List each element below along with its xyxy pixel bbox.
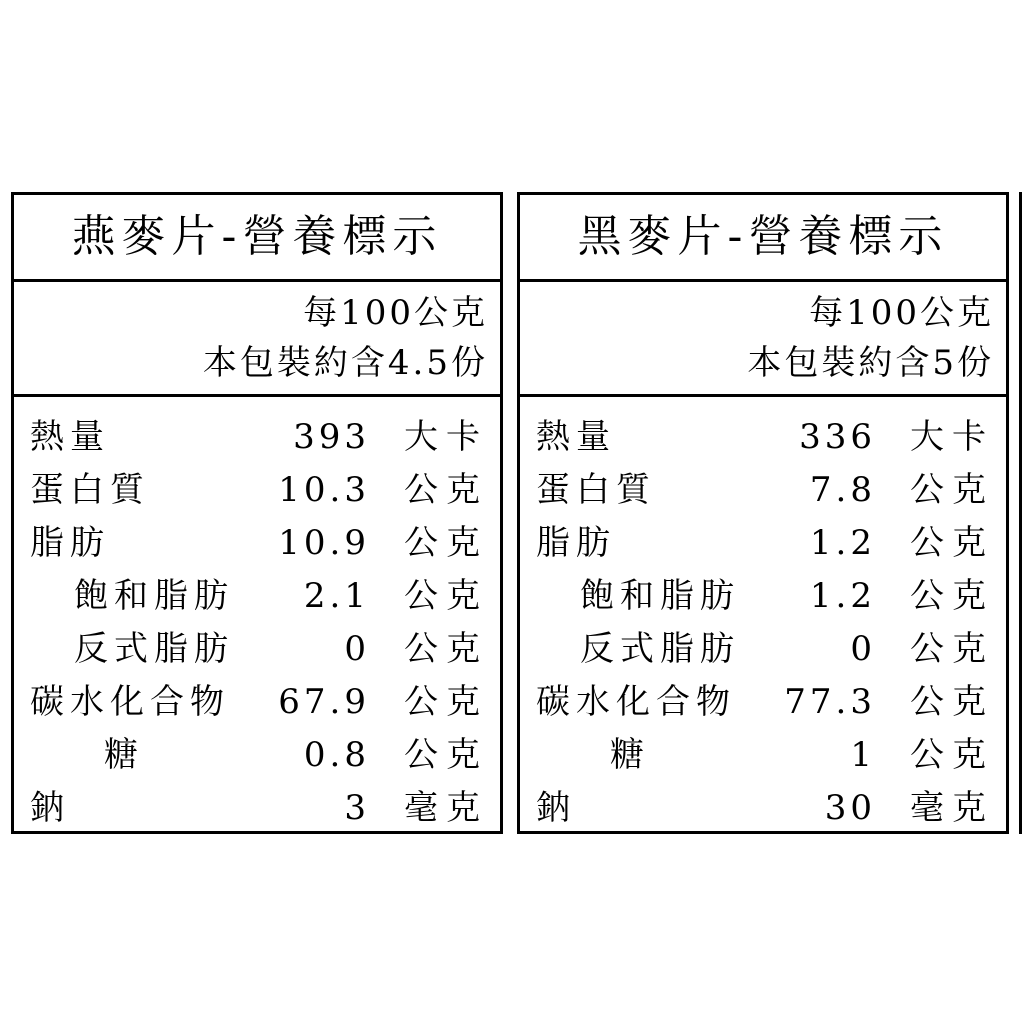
- serving-size: 每100公克: [809, 293, 994, 333]
- nutrient-row-fat: [520, 517, 1006, 570]
- nutrient-unit: 公克: [404, 470, 488, 510]
- nutrient-row-carbohydrate: [520, 676, 1006, 729]
- nutrient-value: 0: [344, 629, 370, 669]
- nutrient-value: 2.1: [303, 576, 370, 616]
- nutrient-unit: 公克: [404, 576, 488, 616]
- nutrient-name: 蛋白質: [536, 470, 656, 510]
- nutrient-row-calories: [14, 411, 500, 464]
- nutrient-row-protein: [520, 464, 1006, 517]
- nutrient-value: 1: [850, 735, 876, 775]
- nutrient-value: 10.9: [278, 523, 370, 563]
- nutrient-name: 鈉: [30, 788, 70, 828]
- nutrient-name: 碳水化合物: [30, 682, 230, 722]
- nutrient-name: 脂肪: [536, 523, 616, 563]
- nutrient-unit: 毫克: [910, 788, 994, 828]
- nutrient-name: 糖: [610, 735, 650, 775]
- nutrient-unit: 大卡: [910, 417, 994, 457]
- nutrient-unit: 公克: [404, 682, 488, 722]
- nutrient-name: 飽和脂肪: [74, 576, 234, 616]
- nutrient-value: 7.8: [809, 470, 876, 510]
- nutrient-value: 393: [293, 417, 370, 457]
- label-title-row: [520, 195, 1006, 282]
- nutrient-name: 脂肪: [30, 523, 110, 563]
- nutrient-unit: 大卡: [404, 417, 488, 457]
- servings-per-package: 本包裝約含5份: [747, 343, 994, 383]
- serving-info: [14, 282, 500, 397]
- label-title: 燕麥片-營養標示: [71, 211, 443, 262]
- nutrient-unit: 公克: [404, 735, 488, 775]
- nutrient-row-calories: [520, 411, 1006, 464]
- nutrient-unit: 公克: [404, 629, 488, 669]
- nutrient-value: 30: [824, 788, 876, 828]
- nutrient-unit: 毫克: [404, 788, 488, 828]
- nutrient-row-carbohydrate: [14, 676, 500, 729]
- nutrition-label-black: [517, 192, 1009, 834]
- nutrient-row-trans-fat: [520, 623, 1006, 676]
- servings-per-package: 本包裝約含4.5份: [202, 343, 488, 383]
- nutrient-unit: 公克: [404, 523, 488, 563]
- label-border-edge: [1019, 192, 1022, 834]
- nutrient-row-sodium: [14, 782, 500, 835]
- serving-size: 每100公克: [303, 293, 488, 333]
- nutrient-list: [520, 397, 1006, 835]
- nutrient-value: 3: [344, 788, 370, 828]
- nutrition-label-oat: [11, 192, 503, 834]
- nutrient-value: 336: [799, 417, 876, 457]
- nutrient-name: 飽和脂肪: [580, 576, 740, 616]
- nutrient-name: 熱量: [30, 417, 110, 457]
- nutrient-value: 0.8: [303, 735, 370, 775]
- nutrient-value: 67.9: [278, 682, 370, 722]
- nutrient-row-protein: [14, 464, 500, 517]
- nutrient-value: 10.3: [278, 470, 370, 510]
- nutrient-unit: 公克: [910, 470, 994, 510]
- nutrient-unit: 公克: [910, 629, 994, 669]
- nutrient-name: 鈉: [536, 788, 576, 828]
- nutrient-row-sugar: [14, 729, 500, 782]
- nutrient-row-sugar: [520, 729, 1006, 782]
- nutrient-value: 77.3: [784, 682, 876, 722]
- nutrient-unit: 公克: [910, 682, 994, 722]
- serving-info: [520, 282, 1006, 397]
- nutrient-name: 反式脂肪: [580, 629, 740, 669]
- nutrient-unit: 公克: [910, 523, 994, 563]
- nutrient-row-fat: [14, 517, 500, 570]
- nutrient-name: 糖: [104, 735, 144, 775]
- nutrient-unit: 公克: [910, 576, 994, 616]
- nutrient-name: 熱量: [536, 417, 616, 457]
- nutrient-value: 0: [850, 629, 876, 669]
- nutrient-list: [14, 397, 500, 835]
- label-title-row: [14, 195, 500, 282]
- nutrient-row-sodium: [520, 782, 1006, 835]
- nutrient-name: 蛋白質: [30, 470, 150, 510]
- label-title: 黑麥片-營養標示: [577, 211, 949, 262]
- nutrient-value: 1.2: [809, 523, 876, 563]
- nutrient-name: 碳水化合物: [536, 682, 736, 722]
- nutrient-row-saturated-fat: [14, 570, 500, 623]
- nutrient-row-saturated-fat: [520, 570, 1006, 623]
- nutrient-unit: 公克: [910, 735, 994, 775]
- nutrient-row-trans-fat: [14, 623, 500, 676]
- nutrient-name: 反式脂肪: [74, 629, 234, 669]
- nutrient-value: 1.2: [809, 576, 876, 616]
